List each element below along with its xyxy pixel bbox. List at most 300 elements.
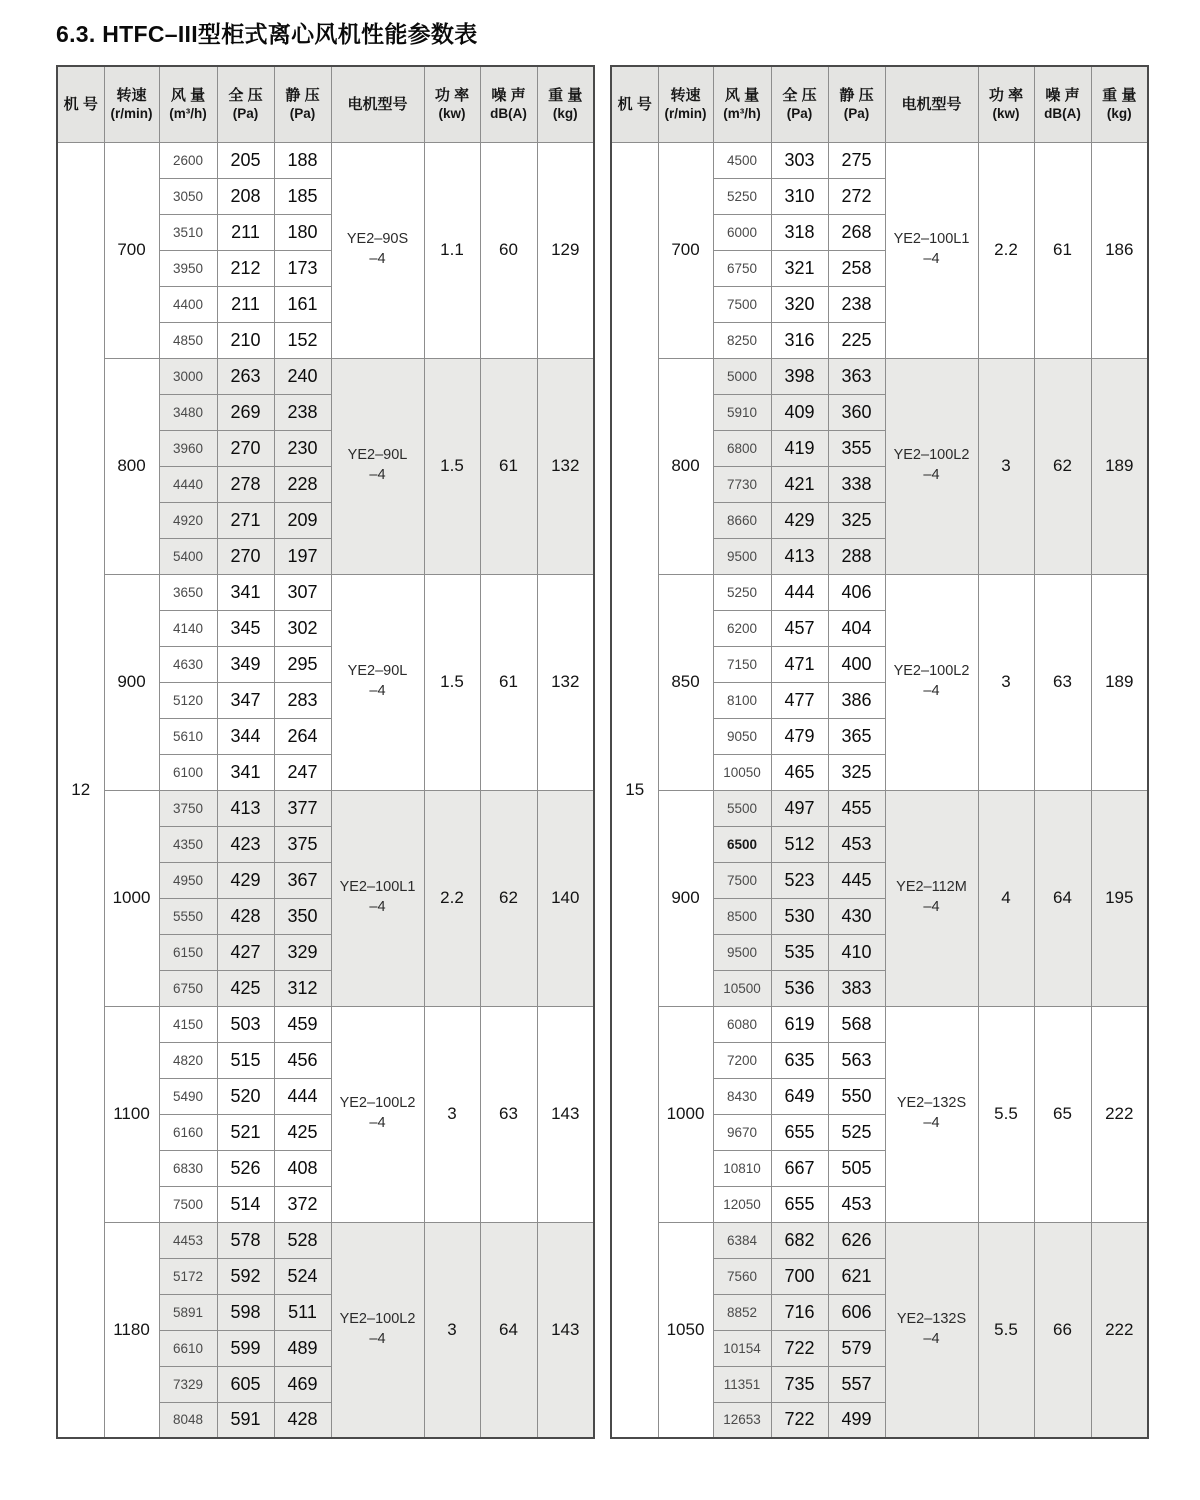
flow-cell: 5550	[159, 898, 217, 934]
flow-cell: 10500	[713, 970, 771, 1006]
power-cell: 3	[424, 1006, 480, 1222]
static-pressure-cell: 238	[274, 394, 331, 430]
total-pressure-cell: 211	[217, 214, 274, 250]
flow-cell: 12050	[713, 1186, 771, 1222]
weight-cell: 189	[1091, 574, 1148, 790]
motor-model-line: –4	[923, 1330, 940, 1347]
motor-model-line: –4	[369, 467, 386, 483]
total-pressure-cell: 471	[771, 646, 828, 682]
speed-cell: 800	[658, 358, 713, 574]
col-header-motor	[331, 66, 424, 142]
machine-no-cell: 12	[57, 142, 104, 1438]
static-pressure-cell: 410	[828, 934, 885, 970]
total-pressure-cell: 212	[217, 250, 274, 286]
header-line: (kw)	[992, 106, 1020, 122]
flow-cell: 10154	[713, 1330, 771, 1366]
header-line: 机 号	[617, 95, 652, 113]
weight-cell: 222	[1091, 1222, 1148, 1438]
flow-cell: 12653	[713, 1402, 771, 1438]
flow-cell: 7730	[713, 466, 771, 502]
static-pressure-cell: 312	[274, 970, 331, 1006]
static-pressure-cell: 275	[828, 142, 885, 178]
fan-table-machine-15	[610, 65, 1149, 1439]
total-pressure-cell: 591	[217, 1402, 274, 1438]
static-pressure-cell: 375	[274, 826, 331, 862]
header-line: (Pa)	[786, 106, 813, 122]
flow-cell: 4500	[713, 142, 771, 178]
flow-cell: 4453	[159, 1222, 217, 1258]
total-pressure-cell: 316	[771, 322, 828, 358]
static-pressure-cell: 404	[828, 610, 885, 646]
motor-model-line: –4	[369, 1330, 386, 1347]
data-row	[611, 142, 1148, 178]
flow-cell: 5400	[159, 538, 217, 574]
static-pressure-cell: 377	[274, 790, 331, 826]
col-header-flow	[713, 66, 771, 142]
static-pressure-cell: 606	[828, 1294, 885, 1330]
header-line: (r/min)	[110, 106, 153, 122]
noise-cell: 61	[480, 574, 537, 790]
total-pressure-cell: 619	[771, 1006, 828, 1042]
flow-cell: 7500	[713, 862, 771, 898]
header-line: 功 率	[988, 86, 1024, 104]
flow-cell: 4440	[159, 466, 217, 502]
header-line: 静 压	[285, 86, 320, 104]
motor-model-line: YE2–132S	[896, 1095, 967, 1112]
col-header-noise	[480, 66, 537, 142]
flow-cell: 8048	[159, 1402, 217, 1438]
motor-model-cell	[331, 1222, 424, 1438]
motor-model-cell	[331, 790, 424, 1006]
static-pressure-cell: 453	[828, 1186, 885, 1222]
flow-cell: 6200	[713, 610, 771, 646]
total-pressure-cell: 320	[771, 286, 828, 322]
motor-model-cell	[331, 142, 424, 358]
static-pressure-cell: 453	[828, 826, 885, 862]
flow-cell: 5910	[713, 394, 771, 430]
motor-model-line: YE2–100L2	[339, 1095, 416, 1112]
motor-model-cell	[885, 790, 978, 1006]
flow-cell: 7560	[713, 1258, 771, 1294]
header-line: (m³/h)	[169, 106, 207, 122]
header-line: 重 量	[548, 86, 583, 104]
speed-cell: 1000	[658, 1006, 713, 1222]
weight-cell: 222	[1091, 1006, 1148, 1222]
static-pressure-cell: 188	[274, 142, 331, 178]
static-pressure-cell: 161	[274, 286, 331, 322]
total-pressure-cell: 503	[217, 1006, 274, 1042]
total-pressure-cell: 535	[771, 934, 828, 970]
header-line: (r/min)	[664, 106, 707, 122]
flow-cell: 10050	[713, 754, 771, 790]
static-pressure-cell: 430	[828, 898, 885, 934]
total-pressure-cell: 497	[771, 790, 828, 826]
static-pressure-cell: 185	[274, 178, 331, 214]
speed-cell: 1100	[104, 1006, 159, 1222]
static-pressure-cell: 400	[828, 646, 885, 682]
speed-cell: 1000	[104, 790, 159, 1006]
header-line: (m³/h)	[723, 106, 761, 122]
total-pressure-cell: 425	[217, 970, 274, 1006]
static-pressure-cell: 325	[828, 754, 885, 790]
total-pressure-cell: 341	[217, 574, 274, 610]
total-pressure-cell: 423	[217, 826, 274, 862]
total-pressure-cell: 479	[771, 718, 828, 754]
motor-model-line: YE2–90L	[347, 663, 408, 680]
static-pressure-cell: 406	[828, 574, 885, 610]
weight-cell: 143	[537, 1006, 594, 1222]
weight-cell: 132	[537, 574, 594, 790]
total-pressure-cell: 303	[771, 142, 828, 178]
flow-cell: 6800	[713, 430, 771, 466]
flow-cell: 5250	[713, 178, 771, 214]
flow-cell: 5500	[713, 790, 771, 826]
noise-cell: 61	[480, 358, 537, 574]
power-cell: 1.5	[424, 358, 480, 574]
flow-cell: 5490	[159, 1078, 217, 1114]
static-pressure-cell: 444	[274, 1078, 331, 1114]
motor-model-line: –4	[923, 1115, 940, 1131]
total-pressure-cell: 523	[771, 862, 828, 898]
flow-cell: 3750	[159, 790, 217, 826]
speed-cell: 900	[658, 790, 713, 1006]
static-pressure-cell: 499	[828, 1402, 885, 1438]
header-line: 转速	[116, 86, 147, 104]
data-row	[57, 574, 594, 610]
motor-model-line: –4	[369, 1115, 386, 1131]
flow-cell: 9050	[713, 718, 771, 754]
flow-cell: 6830	[159, 1150, 217, 1186]
flow-cell: 4150	[159, 1006, 217, 1042]
static-pressure-cell: 626	[828, 1222, 885, 1258]
total-pressure-cell: 465	[771, 754, 828, 790]
data-row	[57, 790, 594, 826]
static-pressure-cell: 525	[828, 1114, 885, 1150]
static-pressure-cell: 238	[828, 286, 885, 322]
total-pressure-cell: 427	[217, 934, 274, 970]
motor-model-line: YE2–100L2	[339, 1311, 416, 1328]
motor-model-cell	[331, 358, 424, 574]
motor-model-line: –4	[923, 467, 940, 483]
speed-cell: 700	[658, 142, 713, 358]
motor-model-line: YE2–100L2	[893, 447, 970, 464]
flow-cell: 6160	[159, 1114, 217, 1150]
motor-model-line: YE2–90S	[346, 231, 409, 248]
header-line: (kg)	[552, 106, 578, 122]
motor-model-cell	[331, 1006, 424, 1222]
total-pressure-cell: 263	[217, 358, 274, 394]
total-pressure-cell: 722	[771, 1330, 828, 1366]
flow-cell: 4350	[159, 826, 217, 862]
total-pressure-cell: 409	[771, 394, 828, 430]
flow-cell: 4820	[159, 1042, 217, 1078]
flow-cell: 7200	[713, 1042, 771, 1078]
static-pressure-cell: 372	[274, 1186, 331, 1222]
col-header-static-pressure	[274, 66, 331, 142]
total-pressure-cell: 735	[771, 1366, 828, 1402]
total-pressure-cell: 514	[217, 1186, 274, 1222]
total-pressure-cell: 429	[217, 862, 274, 898]
static-pressure-cell: 367	[274, 862, 331, 898]
flow-cell: 5120	[159, 682, 217, 718]
flow-cell: 5891	[159, 1294, 217, 1330]
total-pressure-cell: 667	[771, 1150, 828, 1186]
static-pressure-cell: 209	[274, 502, 331, 538]
speed-cell: 850	[658, 574, 713, 790]
static-pressure-cell: 325	[828, 502, 885, 538]
static-pressure-cell: 288	[828, 538, 885, 574]
static-pressure-cell: 621	[828, 1258, 885, 1294]
flow-cell: 4400	[159, 286, 217, 322]
weight-cell: 186	[1091, 142, 1148, 358]
flow-cell: 6750	[713, 250, 771, 286]
power-cell: 1.5	[424, 574, 480, 790]
col-header-power	[424, 66, 480, 142]
col-header-power	[978, 66, 1034, 142]
data-row	[57, 142, 594, 178]
flow-cell: 3950	[159, 250, 217, 286]
fan-table-machine-12	[56, 65, 595, 1439]
static-pressure-cell: 383	[828, 970, 885, 1006]
total-pressure-cell: 700	[771, 1258, 828, 1294]
total-pressure-cell: 321	[771, 250, 828, 286]
header-line: 全 压	[228, 86, 263, 104]
data-row	[611, 574, 1148, 610]
static-pressure-cell: 152	[274, 322, 331, 358]
motor-model-cell	[885, 142, 978, 358]
flow-cell: 4950	[159, 862, 217, 898]
static-pressure-cell: 225	[828, 322, 885, 358]
flow-cell: 7500	[159, 1186, 217, 1222]
speed-cell: 800	[104, 358, 159, 574]
header-line: (kg)	[1106, 106, 1132, 122]
static-pressure-cell: 489	[274, 1330, 331, 1366]
header-line: 电机型号	[901, 95, 962, 113]
static-pressure-cell: 268	[828, 214, 885, 250]
flow-cell: 4850	[159, 322, 217, 358]
total-pressure-cell: 635	[771, 1042, 828, 1078]
total-pressure-cell: 530	[771, 898, 828, 934]
col-header-total-pressure	[217, 66, 274, 142]
power-cell: 2.2	[978, 142, 1034, 358]
col-header-motor	[885, 66, 978, 142]
header-line: 功 率	[434, 86, 470, 104]
total-pressure-cell: 413	[217, 790, 274, 826]
noise-cell: 64	[480, 1222, 537, 1438]
speed-cell: 900	[104, 574, 159, 790]
total-pressure-cell: 429	[771, 502, 828, 538]
flow-cell: 8500	[713, 898, 771, 934]
motor-model-cell	[331, 574, 424, 790]
speed-cell: 1050	[658, 1222, 713, 1438]
static-pressure-cell: 338	[828, 466, 885, 502]
data-row	[611, 790, 1148, 826]
flow-cell: 6610	[159, 1330, 217, 1366]
static-pressure-cell: 445	[828, 862, 885, 898]
weight-cell: 189	[1091, 358, 1148, 574]
header-line: dB(A)	[490, 106, 527, 122]
motor-model-line: –4	[923, 251, 940, 267]
col-header-speed	[658, 66, 713, 142]
total-pressure-cell: 682	[771, 1222, 828, 1258]
header-line: (Pa)	[843, 106, 870, 122]
flow-cell: 7500	[713, 286, 771, 322]
header-line: 噪 声	[1045, 86, 1080, 104]
col-header-static-pressure	[828, 66, 885, 142]
static-pressure-cell: 557	[828, 1366, 885, 1402]
col-header-total-pressure	[771, 66, 828, 142]
motor-model-cell	[885, 1006, 978, 1222]
flow-cell: 6500	[713, 826, 771, 862]
motor-model-line: –4	[923, 683, 940, 699]
static-pressure-cell: 579	[828, 1330, 885, 1366]
header-line: (kw)	[438, 106, 466, 122]
static-pressure-cell: 247	[274, 754, 331, 790]
data-row	[57, 1006, 594, 1042]
col-header-flow	[159, 66, 217, 142]
static-pressure-cell: 524	[274, 1258, 331, 1294]
flow-cell: 8852	[713, 1294, 771, 1330]
static-pressure-cell: 355	[828, 430, 885, 466]
header-line: 噪 声	[491, 86, 526, 104]
noise-cell: 62	[1034, 358, 1091, 574]
flow-cell: 5172	[159, 1258, 217, 1294]
data-row	[57, 1222, 594, 1258]
motor-model-line: –4	[923, 899, 940, 915]
weight-cell: 140	[537, 790, 594, 1006]
col-header-noise	[1034, 66, 1091, 142]
noise-cell: 65	[1034, 1006, 1091, 1222]
static-pressure-cell: 425	[274, 1114, 331, 1150]
static-pressure-cell: 264	[274, 718, 331, 754]
data-row	[611, 358, 1148, 394]
header-line: 电机型号	[347, 95, 408, 113]
speed-cell: 1180	[104, 1222, 159, 1438]
flow-cell: 4920	[159, 502, 217, 538]
static-pressure-cell: 360	[828, 394, 885, 430]
total-pressure-cell: 419	[771, 430, 828, 466]
static-pressure-cell: 329	[274, 934, 331, 970]
flow-cell: 8660	[713, 502, 771, 538]
data-row	[611, 1006, 1148, 1042]
static-pressure-cell: 283	[274, 682, 331, 718]
total-pressure-cell: 211	[217, 286, 274, 322]
header-line: 风 量	[724, 86, 760, 104]
flow-cell: 10810	[713, 1150, 771, 1186]
flow-cell: 9670	[713, 1114, 771, 1150]
total-pressure-cell: 210	[217, 322, 274, 358]
total-pressure-cell: 344	[217, 718, 274, 754]
motor-model-line: YE2–132S	[896, 1311, 967, 1328]
motor-model-line: YE2–100L1	[339, 879, 416, 896]
motor-model-cell	[885, 574, 978, 790]
static-pressure-cell: 456	[274, 1042, 331, 1078]
total-pressure-cell: 520	[217, 1078, 274, 1114]
total-pressure-cell: 536	[771, 970, 828, 1006]
flow-cell: 3650	[159, 574, 217, 610]
power-cell: 3	[424, 1222, 480, 1438]
noise-cell: 62	[480, 790, 537, 1006]
flow-cell: 3960	[159, 430, 217, 466]
total-pressure-cell: 318	[771, 214, 828, 250]
flow-cell: 3050	[159, 178, 217, 214]
power-cell: 5.5	[978, 1006, 1034, 1222]
total-pressure-cell: 398	[771, 358, 828, 394]
tables-row	[56, 65, 1200, 1439]
total-pressure-cell: 421	[771, 466, 828, 502]
static-pressure-cell: 563	[828, 1042, 885, 1078]
static-pressure-cell: 272	[828, 178, 885, 214]
total-pressure-cell: 457	[771, 610, 828, 646]
noise-cell: 60	[480, 142, 537, 358]
static-pressure-cell: 459	[274, 1006, 331, 1042]
header-row	[57, 66, 594, 142]
total-pressure-cell: 598	[217, 1294, 274, 1330]
header-line: 转速	[670, 86, 701, 104]
static-pressure-cell: 428	[274, 1402, 331, 1438]
flow-cell: 7329	[159, 1366, 217, 1402]
total-pressure-cell: 655	[771, 1114, 828, 1150]
power-cell: 3	[978, 574, 1034, 790]
header-line: 静 压	[839, 86, 874, 104]
flow-cell: 6384	[713, 1222, 771, 1258]
static-pressure-cell: 505	[828, 1150, 885, 1186]
total-pressure-cell: 341	[217, 754, 274, 790]
motor-model-line: YE2–100L1	[893, 231, 970, 248]
static-pressure-cell: 295	[274, 646, 331, 682]
flow-cell: 8430	[713, 1078, 771, 1114]
static-pressure-cell: 173	[274, 250, 331, 286]
total-pressure-cell: 515	[217, 1042, 274, 1078]
noise-cell: 61	[1034, 142, 1091, 358]
static-pressure-cell: 350	[274, 898, 331, 934]
total-pressure-cell: 349	[217, 646, 274, 682]
total-pressure-cell: 347	[217, 682, 274, 718]
data-row	[57, 358, 594, 394]
static-pressure-cell: 511	[274, 1294, 331, 1330]
static-pressure-cell: 258	[828, 250, 885, 286]
static-pressure-cell: 568	[828, 1006, 885, 1042]
flow-cell: 3480	[159, 394, 217, 430]
static-pressure-cell: 455	[828, 790, 885, 826]
total-pressure-cell: 345	[217, 610, 274, 646]
flow-cell: 8250	[713, 322, 771, 358]
motor-model-line: –4	[369, 683, 386, 699]
static-pressure-cell: 528	[274, 1222, 331, 1258]
total-pressure-cell: 655	[771, 1186, 828, 1222]
static-pressure-cell: 386	[828, 682, 885, 718]
flow-cell: 6000	[713, 214, 771, 250]
header-line: dB(A)	[1044, 106, 1081, 122]
page-title: 6.3. HTFC–III型柜式离心风机性能参数表	[56, 21, 478, 47]
total-pressure-cell: 722	[771, 1402, 828, 1438]
total-pressure-cell: 310	[771, 178, 828, 214]
header-line: (Pa)	[289, 106, 316, 122]
weight-cell: 129	[537, 142, 594, 358]
flow-cell: 6100	[159, 754, 217, 790]
noise-cell: 63	[1034, 574, 1091, 790]
header-line: 风 量	[170, 86, 206, 104]
total-pressure-cell: 413	[771, 538, 828, 574]
weight-cell: 143	[537, 1222, 594, 1438]
total-pressure-cell: 605	[217, 1366, 274, 1402]
power-cell: 2.2	[424, 790, 480, 1006]
total-pressure-cell: 649	[771, 1078, 828, 1114]
total-pressure-cell: 208	[217, 178, 274, 214]
flow-cell: 11351	[713, 1366, 771, 1402]
noise-cell: 66	[1034, 1222, 1091, 1438]
power-cell: 5.5	[978, 1222, 1034, 1438]
